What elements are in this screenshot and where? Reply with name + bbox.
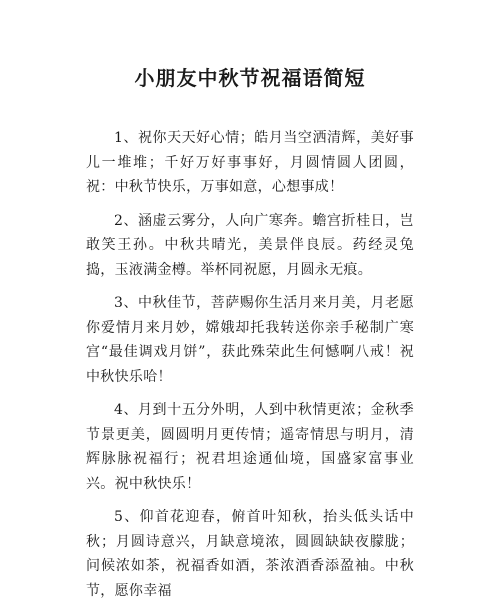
paragraph-2: 2、涵虚云雾分，人向广寒奔。蟾宫折桂日，岂敢笑王孙。中秋共晴光，美景伴良辰。药经灵兔捣，玉液满金樽。举杯同祝愿，月圆永无痕。 — [86, 212, 414, 278]
document-title: 小朋友中秋节祝福语简短 — [134, 66, 366, 90]
paragraph-5: 5、仰首花迎春，俯首叶知秋，抬头低头话中秋；月圆诗意兴，月缺意境浓，圆圆缺缺夜朦胧；问候浓如茶，祝福香如酒，茶浓酒香添盈袖。中秋节，愿你幸福 — [86, 509, 414, 599]
paragraph-4: 4、月到十五分外明，人到中秋情更浓；金秋季节景更美，圆圆明月更传情；遥寄情思与明月，清辉脉脉祝福行；祝君坦途通仙境，国盛家富事业兴。祝中秋快乐！ — [86, 402, 414, 492]
paragraph-3: 3、中秋佳节，菩萨赐你生活月来月美，月老愿你爱情月来月妙，嫦娥却托我转送你亲手秘制广寒宫“最佳调戏月饼”，获此殊荣此生何憾啊八戒！祝中秋快乐哈！ — [86, 295, 414, 385]
paragraph-1: 1、祝你天天好心情；皓月当空洒清辉，美好事儿一堆堆；千好万好事事好，月圆情圆人团圆，祝：中秋节快乐，万事如意，心想事成！ — [86, 130, 414, 195]
document-body — [86, 126, 414, 612]
